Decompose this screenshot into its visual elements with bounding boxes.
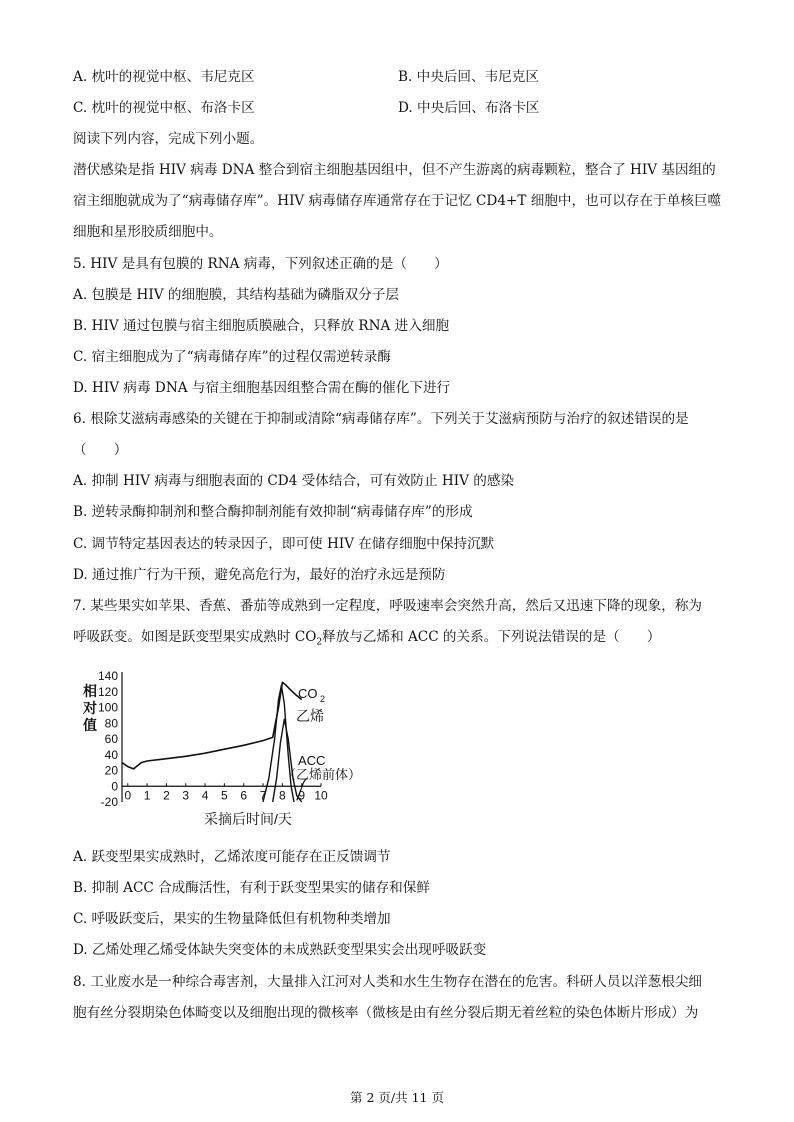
y-tick-label: 140 [97,669,118,683]
q7-stem-post: 释放与乙烯和 ACC 的关系。下列说法错误的是（ ） [322,629,661,645]
q5-option-a: A. 包膜是 HIV 的细胞膜，其结构基础为磷脂双分子层 [73,287,400,303]
x-tick-label: 9 [298,788,306,803]
q4-option-a: A. 枕叶的视觉中枢、韦尼克区 [73,69,255,85]
q4-option-b: B. 中央后回、韦尼克区 [398,69,539,85]
y-tick-label: 0 [111,779,118,794]
y-tick-label: 120 [97,684,118,699]
q5-stem: 5. HIV 是具有包膜的 RNA 病毒，下列叙述正确的是（ ） [73,256,448,272]
x-tick-label: 0 [124,788,132,803]
q6-option-c: C. 调节特定基因表达的转录因子，即可使 HIV 在储存细胞中保持沉默 [73,536,495,552]
acc-label: ACC [298,753,326,768]
y-axis-label-char: 值 [83,717,97,733]
co2-line [122,682,302,769]
q7-option-d: D. 乙烯处理乙烯受体缺失突变体的未成熟跃变型果实会出现呼吸跃变 [73,942,487,958]
reading-intro: 阅读下列内容，完成下列小题。 [73,131,264,147]
acc-label-note: （乙烯前体） [283,767,362,782]
x-axis-label: 采摘后时间/天 [204,811,292,827]
y-axis-label-char: 对 [83,700,97,716]
q7-option-b: B. 抑制 ACC 合成酶活性，有利于跃变型果实的储存和保鲜 [73,880,430,896]
q7-option-a: A. 跃变型果实成熟时，乙烯浓度可能存在正反馈调节 [73,849,391,865]
q6-option-d: D. 通过推广行为干预，避免高危行为，最好的治疗永远是预防 [73,567,446,583]
respiration-chart [78,664,378,834]
respiration-chart-svg [78,664,378,834]
y-tick-label: 80 [104,716,118,731]
x-tick-label: 7 [259,788,267,803]
y-tick-label: 20 [104,763,118,778]
q5-option-d: D. HIV 病毒 DNA 与宿主细胞基因组整合需在酶的催化下进行 [73,380,451,396]
q7-stem-sub: 2 [316,637,323,648]
y-tick-label: 100 [97,700,118,715]
reading-paragraph-line-3: 细胞和星形胶质细胞中。 [73,224,223,240]
x-tick-label: 8 [279,788,286,803]
q7-stem-line-2 [73,628,660,652]
x-tick-label: 10 [314,788,328,803]
x-tick-label: 4 [201,788,209,803]
q8-stem-line-1: 8. 工业废水是一种综合毒害剂，大量排入江河对人类和水生生物存在潜在的危害。科研人员以洋葱根尖细 [73,974,703,990]
y-tick-label: -20 [100,795,118,809]
q6-stem-line-2: （ ） [73,442,128,458]
q4-option-c: C. 枕叶的视觉中枢、布洛卡区 [73,100,255,116]
y-tick-label: 40 [104,747,118,762]
q5-option-b: B. HIV 通过包膜与宿主细胞质膜融合，只释放 RNA 进入细胞 [73,318,450,334]
q5-option-c: C. 宿主细胞成为了“病毒储存库”的过程仅需逆转录酶 [73,349,391,365]
q8-stem-line-2: 胞有丝分裂期染色体畸变以及细胞出现的微核率（微核是由有丝分裂后期无着丝粒的染色体断片形成）为 [73,1005,699,1021]
y-axis-label-char: 相 [83,683,97,699]
q6-option-a: A. 抑制 HIV 病毒与细胞表面的 CD4 受体结合，可有效防止 HIV 的感染 [73,473,515,489]
x-tick-label: 1 [143,788,151,803]
q7-stem-pre: 呼吸跃变。如图是跃变型果实成熟时 CO [73,629,317,645]
q7-stem-line-1: 7. 某些果实如苹果、香蕉、番茄等成熟到一定程度，呼吸速率会突然升高，然后又迅速下降的现象，称为 [73,598,703,614]
q7-option-c: C. 呼吸跃变后，果实的生物量降低但有机物种类增加 [73,911,391,927]
q6-stem-line-1: 6. 根除艾滋病毒感染的关键在于抑制或清除“病毒储存库”。下列关于艾滋病预防与治疗的叙述错误的是 [73,411,689,427]
x-tick-label: 6 [240,788,248,803]
co2-label-sub: 2 [320,694,326,704]
reading-paragraph-line-1: 潜伏感染是指 HIV 病毒 DNA 整合到宿主细胞基因组中，但不产生游离的病毒颗粒，整合了 HIV 基因组的 [73,162,716,178]
page-footer: 第 2 页/共 11 页 [350,1090,444,1105]
reading-paragraph-line-2: 宿主细胞就成为了“病毒储存库”。HIV 病毒储存库通常存在于记忆 CD4+T 细胞中，也可以存在于单核巨噬 [73,193,722,209]
x-tick-label: 2 [163,788,170,803]
ethylene-label: 乙烯 [296,708,324,724]
co2-label: CO [298,686,318,701]
x-tick-label: 3 [182,788,190,803]
q4-option-d: D. 中央后回、布洛卡区 [398,100,540,116]
y-tick-label: 60 [104,732,118,746]
q6-option-b: B. 逆转录酶抑制剂和整合酶抑制剂能有效抑制“病毒储存库”的形成 [73,504,473,520]
x-tick-label: 5 [221,788,228,803]
